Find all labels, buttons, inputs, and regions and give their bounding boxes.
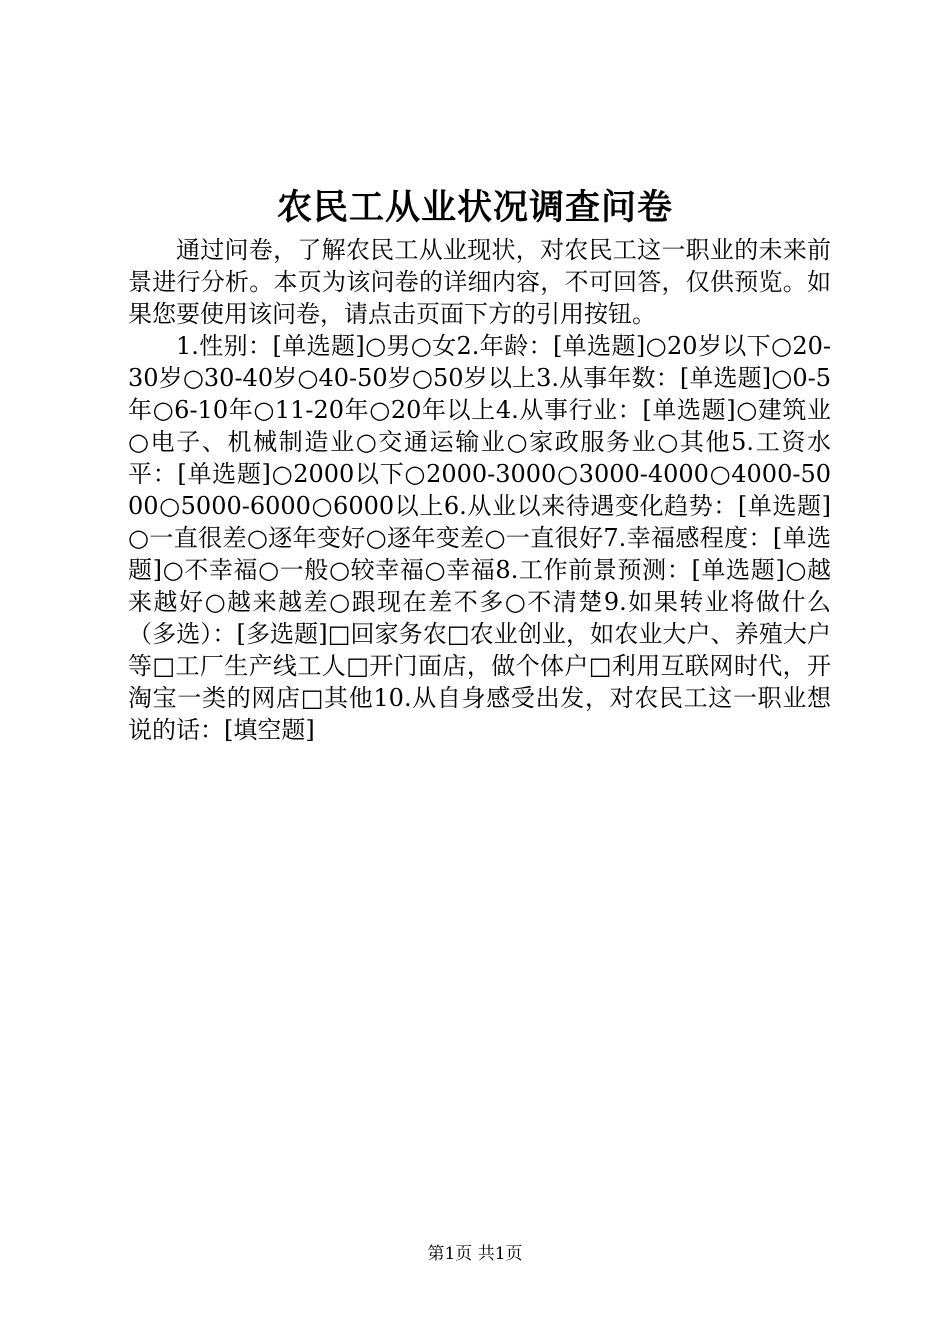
document-body: [128, 234, 831, 746]
intro-paragraph: 通过问卷，了解农民工从业现状，对农民工这一职业的未来前景进行分析。本页为该问卷的详细内容，不可回答，仅供预览。如果您要使用该问卷，请点击页面下方的引用按钮。: [128, 236, 831, 328]
questions-paragraph: 1.性别：[单选题]○男○女2.年龄：[单选题]○20岁以下○20-30岁○30-40岁○40-50岁○50岁以上3.从事年数：[单选题]○0-5年○6-10年○11-20年○20年以上4.从事行业：[单选题]○建筑业○电子、机械制造业○交通运输业○家政服务业○其他5.工资水平：[单选题]○2000以下○2000-3000○3000-4000○4000-5000○5000-6000○6000以上6.从业以来待遇变化趋势：[单选题]○一直很差○逐年变好○逐年变差○一直很好7.幸福感程度：[单选题]○不幸福○一般○较幸福○幸福8.工作前景预测：[单选题]○越来越好○越来越差○跟现在差不多○不清楚9.如果转业将做什么（多选）：[多选题]□回家务农□农业创业，如农业大户、养殖大户等□工厂生产线工人□开门面店，做个体户□利用互联网时代，开淘宝一类的网店□其他10.从自身感受出发，对农民工这一职业想说的话：[填空题]: [128, 332, 831, 744]
document-title: 农民工从业状况调查问卷: [276, 187, 673, 228]
page-footer: 第1页 共1页: [427, 1244, 523, 1264]
